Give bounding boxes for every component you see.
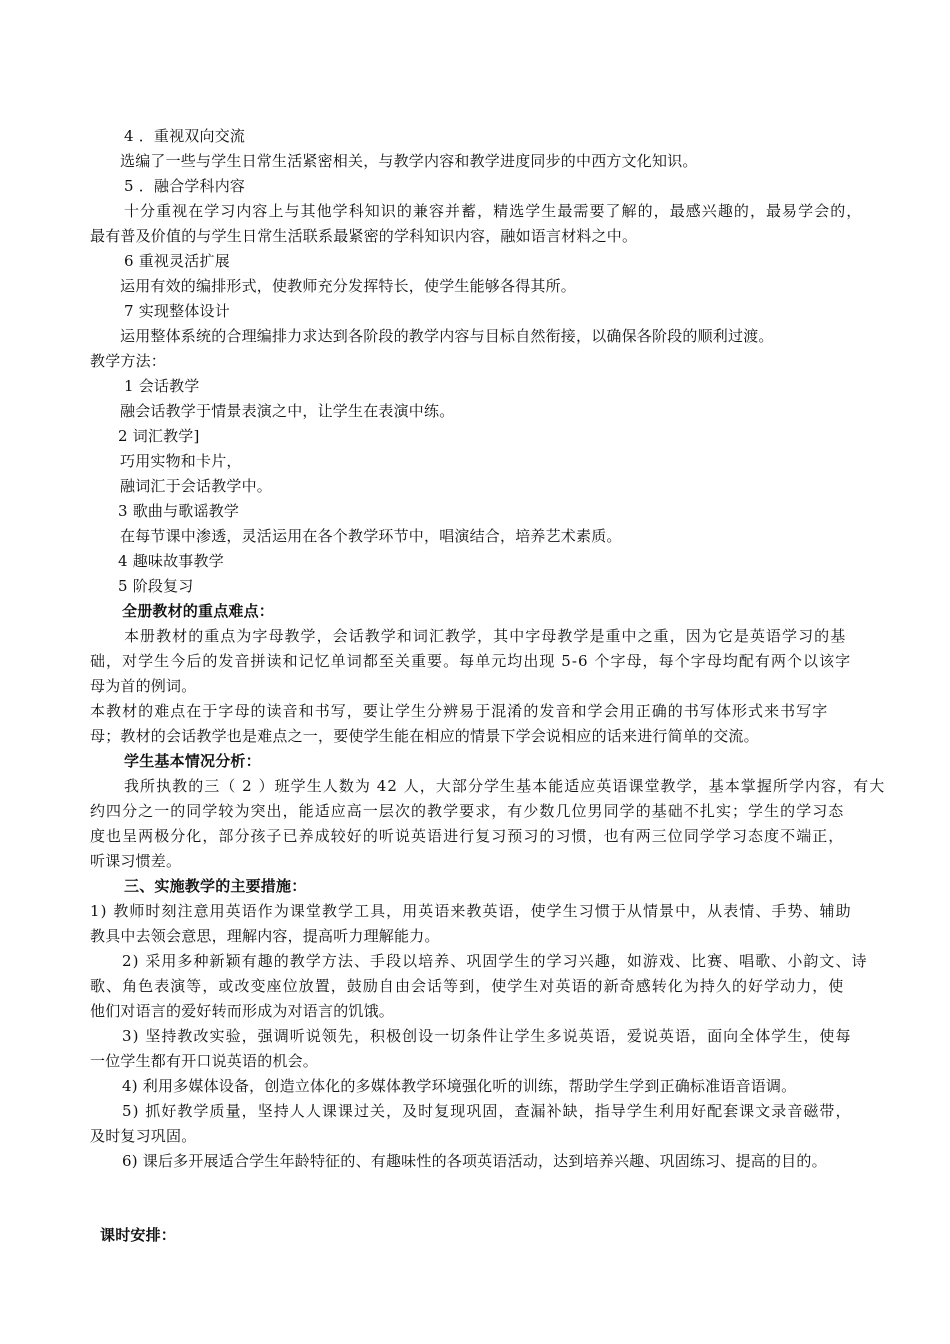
paragraph-line: 及时复习巩固。 — [90, 1127, 197, 1145]
paragraph-line: 歌、角色表演等，或改变座位放置，鼓励自由会话等到，使学生对英语的新奇感转化为持久的好学动力，使 — [90, 977, 845, 995]
section-title: 5 ．融合学科内容 — [124, 177, 246, 195]
paragraph-line: 本教材的难点在于字母的读音和书写，要让学生分辨易于混淆的发音和学会用正确的书写体形式来书写字 — [90, 702, 829, 720]
section-title: 6 重视灵活扩展 — [124, 252, 230, 270]
paragraph-line: 运用有效的编排形式，使教师充分发挥特长，使学生能够各得其所。 — [120, 277, 577, 295]
paragraph-line: 5) 抓好教学质量，坚持人人课课过关，及时复现巩固，查漏补缺，指导学生利用好配套课文录音磁带， — [122, 1102, 852, 1120]
section-title: 4 ．重视双向交流 — [124, 127, 246, 145]
student-analysis-heading: 学生基本情况分析： — [124, 752, 261, 770]
methods-heading: 教学方法： — [90, 352, 167, 370]
paragraph-line: 约四分之一的同学较为突出，能适应高一层次的教学要求，有少数几位男同学的基础不扎实；学生的学习态 — [90, 802, 845, 820]
paragraph-line: 选编了一些与学生日常生活紧密相关，与教学内容和教学进度同步的中西方文化知识。 — [120, 152, 698, 170]
paragraph-line: 他们对语言的爱好转而形成为对语言的饥饿。 — [90, 1002, 395, 1020]
key-points-heading: 全册教材的重点难点： — [122, 602, 275, 620]
paragraph-line: 一位学生都有开口说英语的机会。 — [90, 1052, 319, 1070]
method-title: 4 趣味故事教学 — [118, 552, 224, 570]
measures-heading: 三、实施教学的主要措施： — [124, 877, 307, 895]
paragraph-line: 母为首的例词。 — [90, 677, 197, 695]
section-title: 7 实现整体设计 — [124, 302, 230, 320]
paragraph-line: 教具中去领会意思，理解内容，提高听力理解能力。 — [90, 927, 440, 945]
paragraph-line: 在每节课中渗透，灵活运用在各个教学环节中，唱演结合，培养艺术素质。 — [120, 527, 622, 545]
paragraph-line: 础，对学生今后的发音拼读和记忆单词都至关重要。每单元均出现 5-6 个字母，每个字母均配有两个以该字 — [90, 652, 852, 670]
paragraph-line: 2) 采用多种新颖有趣的教学方法、手段以培养、巩固学生的学习兴趣，如游戏、比赛、唱歌、小韵文、诗 — [122, 952, 868, 970]
paragraph-line: 1) 教师时刻注意用英语作为课堂教学工具，用英语来教英语，使学生习惯于从情景中，从表情、手势、辅助 — [90, 902, 852, 920]
paragraph-line: 本册教材的重点为字母教学，会话教学和词汇教学，其中字母教学是重中之重，因为它是英语学习的基 — [124, 627, 847, 645]
paragraph-line: 十分重视在学习内容上与其他学科知识的兼容并蓄，精选学生最需要了解的，最感兴趣的，最易学会的， — [124, 202, 863, 220]
paragraph-line: 3) 坚持教改实验，强调听说领先，积极创设一切条件让学生多说英语，爱说英语，面向全体学生，使每 — [122, 1027, 852, 1045]
paragraph-line: 巧用实物和卡片， — [120, 452, 242, 470]
paragraph-line: 度也呈两极分化，部分孩子已养成较好的听说英语进行复习预习的习惯，也有两三位同学学习态度不端正， — [90, 827, 845, 845]
method-title: 3 歌曲与歌谣教学 — [118, 502, 240, 520]
paragraph-line: 听课习惯差。 — [90, 852, 182, 870]
paragraph-line: 融会话教学于情景表演之中，让学生在表演中练。 — [120, 402, 455, 420]
paragraph-line: 最有普及价值的与学生日常生活联系最紧密的学科知识内容，融如语言材料之中。 — [90, 227, 638, 245]
method-title: 2 词汇教学] — [118, 427, 200, 445]
paragraph-line: 运用整体系统的合理编排力求达到各阶段的教学内容与目标自然衔接，以确保各阶段的顺利过渡。 — [120, 327, 774, 345]
paragraph-line: 母；教材的会话教学也是难点之一，要使学生能在相应的情景下学会说相应的话来进行简单的交流。 — [90, 727, 759, 745]
paragraph-line: 融词汇于会话教学中。 — [120, 477, 273, 495]
paragraph-line: 6) 课后多开展适合学生年龄特征的、有趣味性的各项英语活动，达到培养兴趣、巩固练习、提高的目的。 — [122, 1152, 827, 1170]
schedule-heading: 课时安排： — [100, 1226, 177, 1244]
method-title: 1 会话教学 — [124, 377, 200, 395]
paragraph-line: 4) 利用多媒体设备，创造立体化的多媒体教学环境强化听的训练，帮助学生学到正确标准语音语调。 — [122, 1077, 797, 1095]
paragraph-line: 我所执教的三（ 2 ）班学生人数为 42 人，大部分学生基本能适应英语课堂教学，基本掌握所学内容，有大 — [124, 777, 886, 795]
method-title: 5 阶段复习 — [118, 577, 194, 595]
